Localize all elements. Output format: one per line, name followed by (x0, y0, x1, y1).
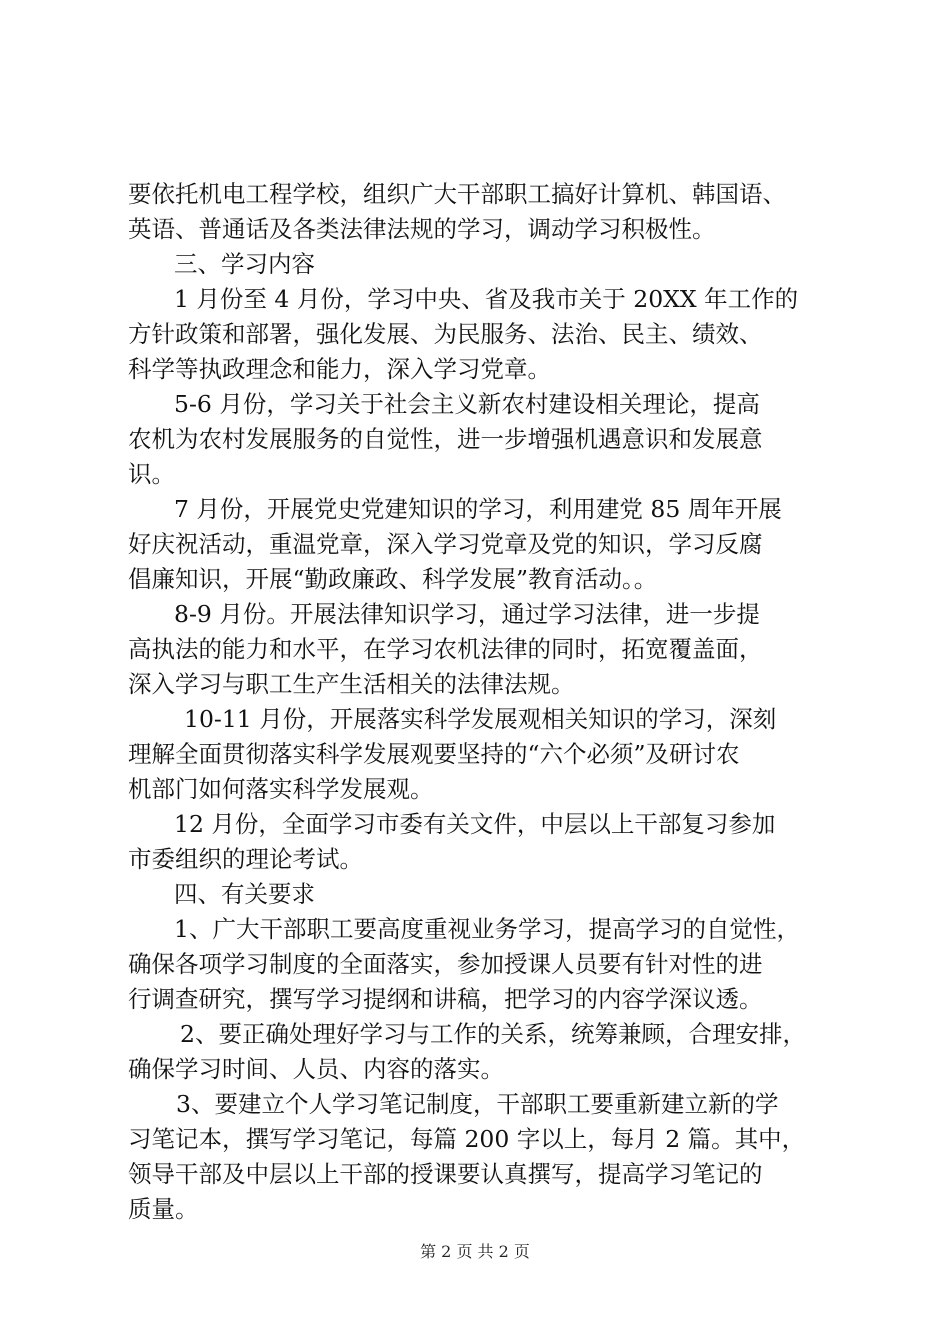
body-line: 市委组织的理论考试。 (128, 845, 363, 873)
body-line: 农机为农村发展服务的自觉性，进一步增强机遇意识和发展意 (128, 425, 763, 453)
body-line: 高执法的能力和水平，在学习农机法律的同时，拓宽覆盖面， (128, 635, 763, 663)
body-line: 要依托机电工程学校，组织广大干部职工搞好计算机、韩国语、 (128, 180, 786, 208)
body-line: 确保各项学习制度的全面落实，参加授课人员要有针对性的进 (128, 950, 763, 978)
body-line: 深入学习与职工生产生活相关的法律法规。 (128, 670, 575, 698)
body-line: 科学等执政理念和能力，深入学习党章。 (128, 355, 551, 383)
body-line: 7 月份，开展党史党建知识的学习，利用建党 85 周年开展 (174, 495, 782, 523)
body-line: 识。 (128, 460, 175, 488)
section-heading: 四、有关要求 (174, 880, 315, 908)
body-line: 质量。 (128, 1195, 199, 1223)
page-number-footer: 第 2 页 共 2 页 (420, 1242, 530, 1261)
body-line: 方针政策和部署，强化发展、为民服务、法治、民主、绩效、 (128, 320, 763, 348)
body-line: 3、要建立个人学习笔记制度，干部职工要重新建立新的学 (176, 1090, 779, 1118)
body-line: 确保学习时间、人员、内容的落实。 (128, 1055, 504, 1083)
document-body (128, 177, 840, 1227)
body-line: 机部门如何落实科学发展观。 (128, 775, 434, 803)
section-heading: 三、学习内容 (174, 250, 315, 278)
body-line: 理解全面贯彻落实科学发展观要坚持的“六个必须”及研讨农 (128, 740, 740, 768)
body-line: 1、广大干部职工要高度重视业务学习，提高学习的自觉性， (174, 915, 800, 943)
body-line: 英语、普通话及各类法律法规的学习，调动学习积极性。 (128, 215, 716, 243)
body-line: 12 月份，全面学习市委有关文件，中层以上干部复习参加 (174, 810, 776, 838)
body-line: 好庆祝活动，重温党章，深入学习党章及党的知识，学习反腐 (128, 530, 763, 558)
body-line: 习笔记本，撰写学习笔记，每篇 200 字以上，每月 2 篇。其中， (128, 1125, 806, 1153)
body-line: 2、要正确处理好学习与工作的关系，统筹兼顾，合理安排， (180, 1020, 806, 1048)
body-line: 10-11 月份，开展落实科学发展观相关知识的学习，深刻 (184, 705, 777, 733)
body-line: 5-6 月份，学习关于社会主义新农村建设相关理论，提高 (174, 390, 760, 418)
body-line: 行调查研究，撰写学习提纲和讲稿，把学习的内容学深议透。 (128, 985, 763, 1013)
body-line: 领导干部及中层以上干部的授课要认真撰写，提高学习笔记的 (128, 1160, 763, 1188)
body-line: 倡廉知识，开展“勤政廉政、科学发展”教育活动。。 (128, 565, 658, 593)
body-line: 8-9 月份。开展法律知识学习，通过学习法律，进一步提 (174, 600, 760, 628)
body-line: 1 月份至 4 月份，学习中央、省及我市关于 20XX 年工作的 (174, 285, 799, 313)
